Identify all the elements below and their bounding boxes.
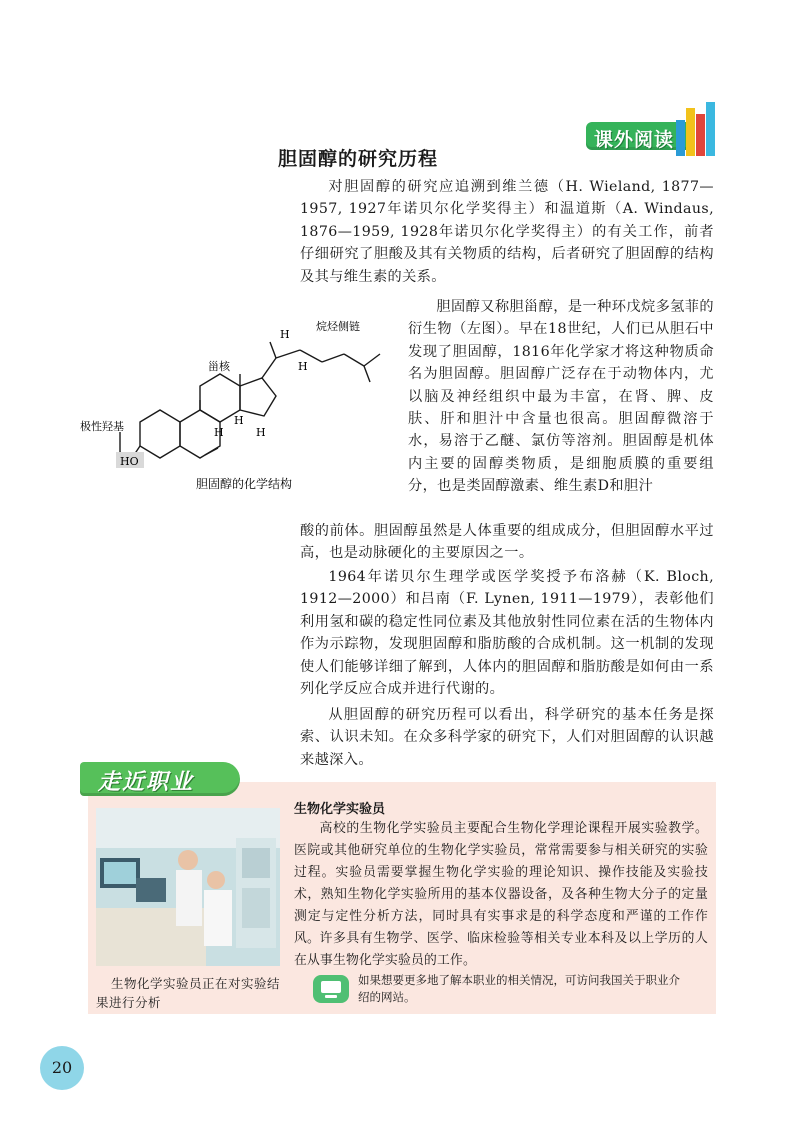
career-description: 高校的生物化学实验员主要配合生物化学理论课程开展实验教学。医院或其他研究单位的生物化学实验员，常常需要参与相关研究的实验过程。实验员需要掌握生物化学实验的理论知识、操作技能及实验技术，熟知生物化学实验所用的基本仪器设备，及各种生物大分子的定量测定与定性分析方法，同时具有实事求是的科学态度和严谨的工作作风。 bbox=[294, 821, 708, 946]
steroid-nucleus-label: 甾核 bbox=[208, 360, 230, 373]
paragraph-nobel: 1964年诺贝尔生理学或医学奖授予布洛赫（K. Bloch, 1912—2000）和吕南（F. Lynen, 1911—1979），表彰他们利用氢和碳的稳定性同位素及其他放射性同位素在活的生物体内作为示踪物，发现胆固醇和脂肪酸的合成机制。这一机制的发现使人们能够详细了解到，人体内的胆固醇和脂肪酸是如何由一系列化学反应合成并进行代谢的。 bbox=[300, 569, 714, 698]
photo-caption: 生物化学实验员正在对实验结果进行分析 bbox=[96, 976, 281, 1010]
career-title: 生物化学实验员 bbox=[294, 802, 386, 817]
figure-caption: 胆固醇的化学结构 bbox=[196, 477, 293, 491]
cholesterol-structure-diagram bbox=[80, 312, 410, 502]
ho-group-label: HO bbox=[120, 455, 139, 468]
page-number: 20 bbox=[40, 1046, 84, 1090]
paragraph-conclusion: 从胆固醇的研究历程可以看出，科学研究的基本任务是探索、认识未知。在众多科学家的研究下，人们对胆固醇的认识越来越深入。 bbox=[300, 707, 714, 768]
reading-badge bbox=[578, 100, 718, 162]
career-qualification: 许多具有生物学、医学、临床检验等相关专业本科及以上学历的人在从事生物化学实验员的工作。 bbox=[294, 931, 708, 968]
atom-h-1: H bbox=[280, 328, 290, 341]
books-icon bbox=[674, 100, 718, 160]
paragraph-history: 对胆固醇的研究应追溯到维兰德（H. Wieland, 1877—1957, 1927年诺贝尔化学奖得主）和温道斯（A. Windaus, 1876—1959, 1928年诺贝尔化学奖得主）的有关工作，前者仔细研究了胆酸及其有关物质的结构，后者研究了胆固醇的结构及其与维生素的关系。 bbox=[300, 179, 714, 285]
lab-photo bbox=[96, 808, 280, 966]
hydroxyl-label: 极性羟基 bbox=[80, 420, 124, 433]
paragraph-definition-cont: 酸的前体。胆固醇虽然是人体重要的组成成分，但胆固醇水平过高，也是动脉硬化的主要原因之一。 bbox=[300, 523, 714, 562]
paragraph-definition: 胆固醇又称胆甾醇，是一种环戊烷多氢菲的衍生物（左图）。早在18世纪，人们已从胆石中发现了胆固醇，1816年化学家才将这种物质命名为胆固醇。胆固醇广泛存在于动物体内，尤以脑及神经组织中最为丰富，在肾、脾、皮肤、肝和胆汁中含量也很高。胆固醇微溶于水，易溶于乙醚、氯仿等溶剂。胆固醇是机体内主要的固醇类物质，是细胞质膜的重要组分，也是类固醇激素、维生素D和胆汁 bbox=[408, 299, 714, 495]
atom-h-2: H bbox=[298, 360, 308, 373]
career-tab bbox=[80, 762, 240, 796]
atom-h-5: H bbox=[256, 426, 266, 439]
side-chain-label: 烷烃侧链 bbox=[316, 320, 360, 333]
reading-badge-label: 课外阅读 bbox=[594, 129, 675, 151]
atom-h-4: H bbox=[234, 414, 244, 427]
computer-icon bbox=[312, 974, 350, 1004]
career-tip: 如果想要更多地了解本职业的相关情况，可访问我国关于职业介绍的网站。 bbox=[358, 973, 680, 1004]
atom-h-3: H bbox=[214, 426, 224, 439]
career-tab-label: 走近职业 bbox=[98, 770, 195, 795]
article-title: 胆固醇的研究历程 bbox=[278, 148, 439, 170]
